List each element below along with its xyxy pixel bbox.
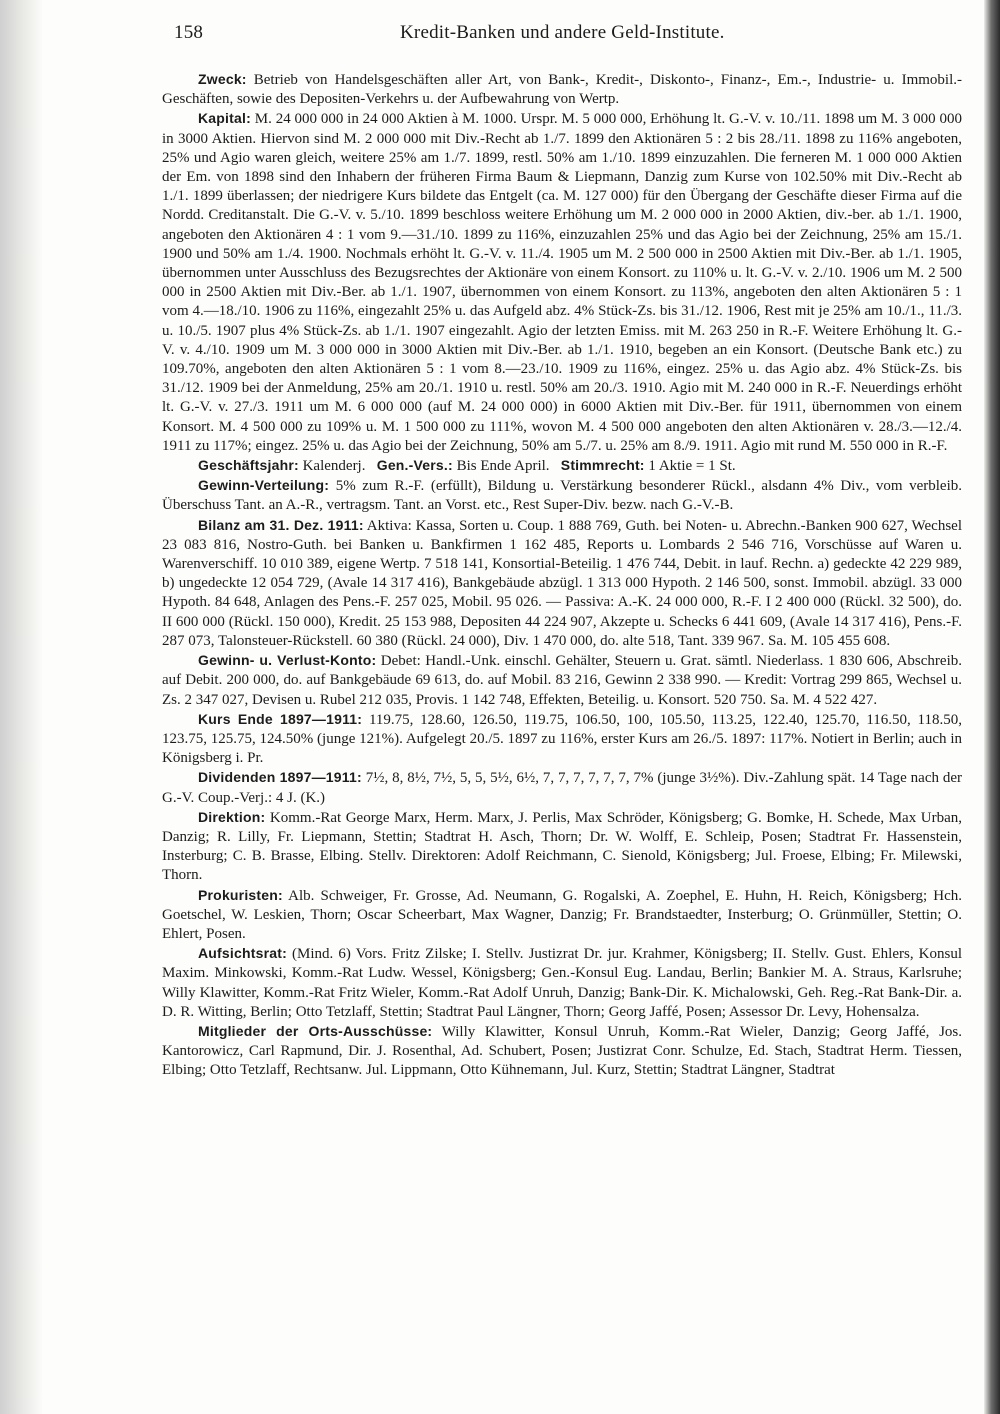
entry-zweck — [162, 70, 962, 109]
binding-gutter — [0, 0, 42, 1414]
entry-text: Debet: Handl.-Unk. einschl. Gehälter, Steuern u. Grat. sämtl. Niederlass. 1 830 606, Abschreib. auf Debit. 200 000, do. auf Bankgebäude 69 613, do. auf Mobil. 83 216, Gewinn 2 338 990. — Kredit: Vortrag 299 865, Wechsel u. Zs. 2 347 027, Devisen u. Rubel 212 035, Provis. 1 142 748, Effekten, Beteilig. u. Konsort. 520 750. Sa. M. 4 522 427. — [162, 653, 963, 708]
entry-label: Geschäftsjahr: — [198, 457, 299, 474]
entry-label: Bilanz am 31. Dez. 1911: — [198, 516, 364, 533]
entry-text-stimmrecht: 1 Aktie = 1 St. — [648, 458, 736, 475]
entry-aufsichtsrat — [162, 944, 962, 1022]
entry-text: (Mind. 6) Vors. Fritz Zilske; I. Stellv. Justizrat Dr. jur. Krahmer, Königsberg; II. Stellv. Gust. Ehlers, Konsul Maxim. Minkowski, Komm.-Rat Ludw. Wessel, Königsberg; Gen.-Konsul Eug. Landau, Berlin; Bankier M. A. Straus, Karlsruhe; Willy Klawitter, Komm.-Rat Fritz Wieler, Komm.-Rat Adolf Unruh, Danzig; Bank-Dir. K. Michalowski, Geh. Reg.-Rat Bank-Dir. a. D. R. Witting, Berlin; Otto Tetzlaff, Stettin; Stadtrat Paul Längner, Thorn; Georg Jaffé, Posen; Assessor Dr. Levy, Hohensalza. — [162, 946, 963, 1020]
entry-text: Kalenderj. — [302, 458, 366, 475]
entry-text: 119.75, 128.60, 126.50, 119.75, 106.50, 100, 105.50, 113.25, 122.40, 125.70, 116.50, 118.50, 123.75, 125.75, 124.50% (junge 121%). Aufgelegt 20./5. 1897 zu 116%, erster Kurs am 26./5. 1897: 117%. Notiert in Berlin; auch in Königsberg i. Pr. — [162, 711, 962, 767]
entry-bilanz — [162, 516, 962, 651]
entry-gewinn-verlust-konto — [162, 651, 962, 710]
entry-label: Prokuristen: — [198, 886, 283, 903]
entry-direktion — [162, 808, 962, 886]
page-edge-shadow — [984, 0, 1000, 1414]
entry-text: 7½, 8, 8½, 7½, 5, 5, 5½, 6½, 7, 7, 7, 7, 7, 7, 7% (junge 3½%). Div.-Zahlung spät. 14 Tage nach der G.-V. Coup.-Verj.: 4 J. (K.) — [162, 770, 963, 806]
entry-prokuristen — [162, 886, 962, 945]
entry-dividenden — [162, 768, 962, 807]
entry-label: Kurs Ende 1897—1911: — [198, 710, 363, 727]
entry-text: Alb. Schweiger, Fr. Grosse, Ad. Neumann, G. Rogalski, A. Zoephel, E. Huhn, H. Reich, Königsberg; Hch. Goetschel, W. Leskien, Thorn; Oscar Scheerbart, Max Wagner, Danzig; Fr. Brandstaedter, Insterburg; O. Grünmüller, Stettin; O. Ehlert, Posen. — [162, 887, 962, 942]
entry-label: Kapital: — [198, 110, 251, 127]
page-number: 158 — [174, 22, 204, 43]
entry-text: 5% zum R.-F. (erfüllt), Bildung u. Verstärkung besonderer Rückl., alsdann 4% Div., vom verbleib. Überschuss Tant. an A.-R., vertragsm. Tant. an Vorst. etc., Rest Super-Div. bezw. nach G.-V.-B. — [162, 478, 963, 514]
entry-label-stimmrecht: Stimmrecht: — [560, 457, 645, 474]
page-header — [168, 22, 948, 48]
entry-text-gen-vers: Bis Ende April. — [456, 458, 550, 475]
entry-label: Aufsichtsrat: — [198, 945, 287, 962]
entry-text: Aktiva: Kassa, Sorten u. Coup. 1 888 769, Guth. bei Noten- u. Abrechn.-Banken 900 627, Wechsel 23 083 816, Nostro-Guth. bei Banken u. Bankfirmen 1 162 485, Reports u. Lombards 2 546 716, Vorschüsse auf Waren u. Warenverschiff. 10 010 389, eigene Wertp. 7 518 141, Konsortial-Beteilig. 1 476 744, Debit. in lauf. Rechn. a) gedeckte 42 229 989, b) ungedeckte 12 054 729, (Avale 14 317 416), Bankgebäude abzügl. 1 313 000 Hypoth. 2 146 500, sonst. Immobil. abzügl. 33 000 Hypoth. 84 648, Anlagen des Pens.-F. 257 025, Mobil. 95 026. — Passiva: A.-K. 24 000 000, R.-F. I 2 400 000 (Rückl. 32 500), do. II 600 000 (Rückl. 150 000), Kredit. 25 153 988, Depositen 44 224 907, Akzepte u. Schecks 6 441 609, (Avale 14 317 416), Pens.-F. 287 073, Talonsteuer-Rückstell. 60 380 (Rückl. 24 000), Div. 1 470 000, do. alte 518, Tant. 339 967. Sa. M. 105 455 608. — [162, 517, 962, 649]
entry-label: Gewinn-Verteilung: — [198, 477, 330, 494]
body-text — [162, 70, 962, 1081]
entry-kurs — [162, 710, 962, 769]
entry-text: Betrieb von Handelsgeschäften aller Art, von Bank-, Kredit-, Diskonto-, Finanz-, Em.-, Industrie- u. Immobil.-Geschäften, sowie des Depositen-Verkehrs u. der Aufbewahrung von Wertp. — [162, 72, 963, 108]
entry-label: Zweck: — [198, 71, 247, 87]
entry-orts-ausschuesse — [162, 1022, 962, 1081]
entry-kapital — [162, 109, 962, 456]
entry-geschaeftsjahr — [162, 456, 962, 476]
entry-text: M. 24 000 000 in 24 000 Aktien à M. 1000. Urspr. M. 5 000 000, Erhöhung lt. G.-V. v. 10./11. 1898 um M. 3 000 000 in 3000 Aktien. Hiervon sind M. 2 000 000 mit Div.-Recht ab 1./7. 1899 den Aktionären 5 : 2 bis 28./11. 1898 zu 116% angeboten, 25% und Agio waren gleich, weitere 25% am 1./7. 1899, restl. 50% am 1./10. 1899 einzuzahlen. Die ferneren M. 1 000 000 Aktien der Em. von 1898 sind den Inhabern der früheren Firma Baum & Liepmann, Danzig zum Kurse von 102.50% mit Div.-Recht ab 1./1. 1899 überlassen; der niedrigere Kurs bildete das Entgelt (ca. M. 127 000) für den Übergang der Geschäfte dieser Firma auf die Nordd. Creditanstalt. Die G.-V. v. 5./10. 1899 beschloss weitere Erhöhung um M. 2 000 000 in 2000 Aktien, div.-ber. ab 1./1. 1900, angeboten den Aktionären 4 : 1 vom 9.—31./10. 1899 zu 116%, einzuzahlen 25% und das Agio bei der Zeichnung, 25% am 15./1. 1900 und 50% am 1./4. 1900. Nochmals erhöht lt. G.-V. v. 11./4. 1905 um M. 2 500 000 in 2500 Aktien mit Div.-Ber. ab 1./1. 1905, übernommen unter Ausschluss des Bezugsrechtes der Aktionäre von einem Konsort. zu 110% u. lt. G.-V. v. 2./10. 1906 um M. 2 500 000 in 2500 Aktien mit Div.-Ber. ab 1./1. 1907, übernommen von einem Konsort. zu 113%, angeboten den alten Aktionären 5 : 1 vom 4.—18./10. 1906 zu 116%, eingezahlt 25% u. das Aufgeld abz. 4% Stück-Zs. bis 31./12. 1906, Rest mit je 25% am 10./1., 11./3. u. 10./5. 1907 plus 4% Stück-Zs. ab 1./1. 1907 eingezahlt. Agio der letzten Emiss. mit M. 263 250 in R.-F. Weitere Erhöhung lt. G.-V. v. 4./10. 1909 um M. 3 000 000 in 3000 Aktien mit Div.-Ber. ab 1./1. 1910, begeben an ein Konsort. (Deutsche Bank etc.) zu 109.70%, angeboten den alten Aktionären 5 : 1 vom 8.—23./10. 1909 zu 116%, eingez. 25% u. das Agio abz. 4% Stück-Zs. bis 31./12. 1909 bei der Anmeldung, 25% am 20./1. 1910 u. restl. 50% am 20./3. 1910. Agio mit M. 240 000 in R.-F. Neuerdings erhöht lt. G.-V. v. 27./3. 1911 um M. 6 000 000 (auf M. 24 000 000) in 6000 Aktien mit Div.-Ber. für 1911, übernommen von einem Konsort. M. 4 500 000 zu 109% u. M. 1 500 000 zu 111%, wovon M. 4 500 000 angeboten den alten Aktionären v. 28./3.—12./4. 1911 zu 117%; eingez. 25% u. das Agio bei der Zeichnung, 50% am 5./7. u. 25% am 8./9. 1911. Agio mit rund M. 550 000 in R.-F. — [162, 111, 963, 454]
entry-text: Komm.-Rat George Marx, Herm. Marx, J. Perlis, Max Schröder, Königsberg; G. Bomke, H. Schede, Max Urban, Danzig; R. Lilly, Fr. Liepmann, Stettin; Stadtrat H. Asch, Thorn; Dr. W. Wolff, E. Schleip, Posen; Stadtrat Fr. Hassenstein, Insterburg; C. B. Brasse, Elbing. Stellv. Direktoren: Adolf Reichmann, C. Sienold, Königsberg; Jul. Froese, Elbing; Fr. Milewski, Thorn. — [162, 809, 962, 884]
entry-label: Mitglieder der Orts-Ausschüsse: — [198, 1022, 433, 1039]
running-title: Kredit-Banken und andere Geld-Institute. — [400, 22, 725, 43]
entry-label-gen-vers: Gen.-Vers.: — [376, 457, 453, 474]
entry-text: Willy Klawitter, Konsul Unruh, Komm.-Rat Wieler, Danzig; Georg Jaffé, Jos. Kantorowicz, Carl Rapmund, Dir. J. Rosenthal, Ad. Schubert, Posen; Justizrat Conr. Schulze, Ed. Stach, Stadtrat Herm. Tiessen, Elbing; Otto Tetzlaff, Rechtsanw. Jul. Lippmann, Otto Kühnemann, Jul. Kurz, Stettin; Stadtrat Längner, Stadtrat — [162, 1023, 962, 1079]
entry-label: Gewinn- u. Verlust-Konto: — [198, 652, 377, 669]
entry-label: Dividenden 1897—1911: — [198, 769, 362, 786]
entry-gewinn-verteilung — [162, 476, 962, 515]
entry-label: Direktion: — [198, 808, 266, 825]
